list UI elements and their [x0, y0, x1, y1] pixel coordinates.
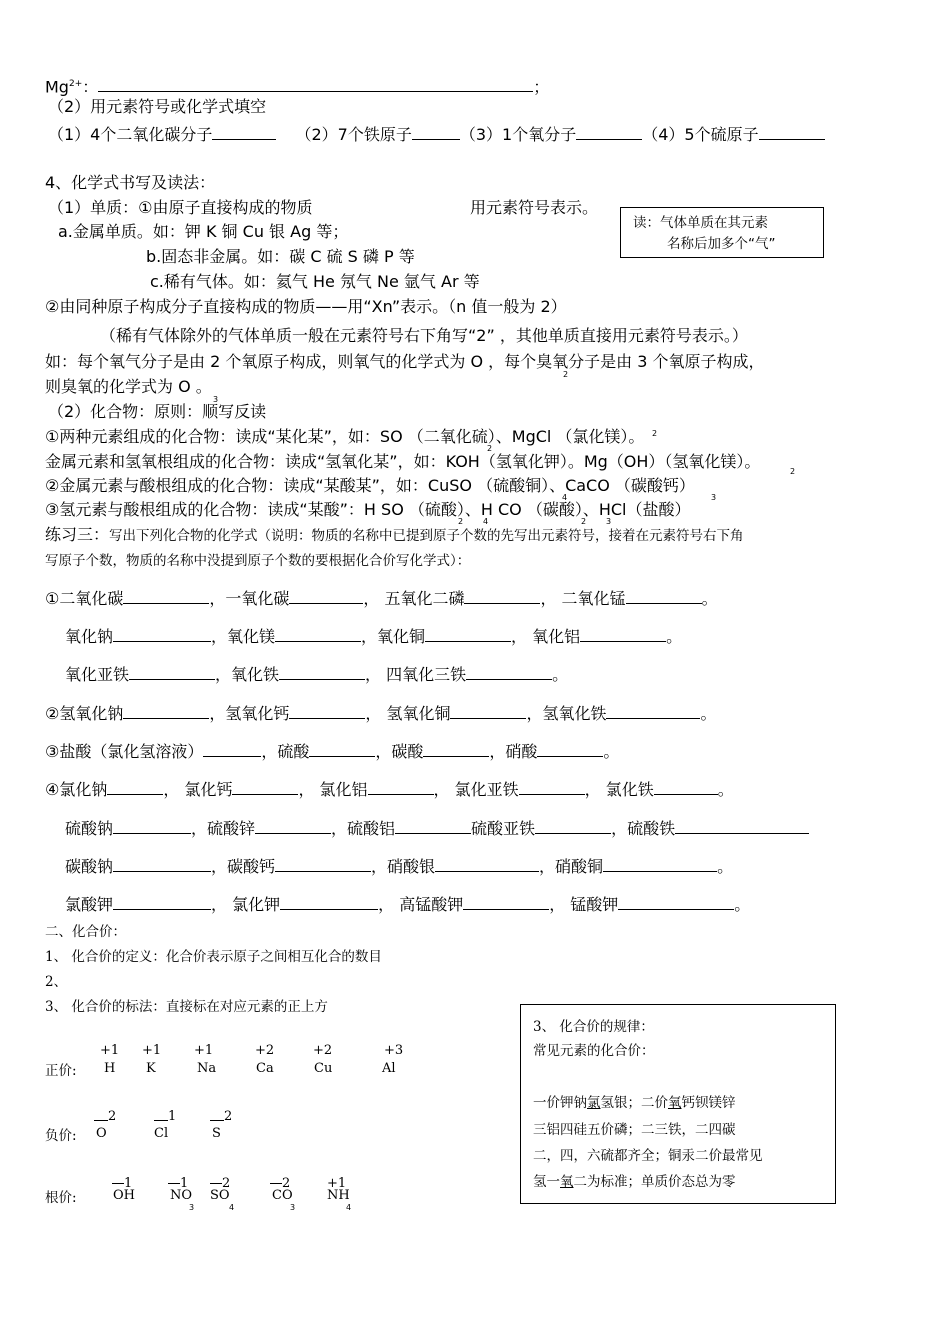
sub-so2: 2 [487, 444, 493, 453]
r2-blank-4[interactable] [580, 625, 666, 642]
r5-blank-1[interactable] [203, 740, 261, 757]
neg-v-s: 2 [210, 1114, 232, 1128]
r2-label-3: ，氧化铜 [361, 627, 426, 646]
sub-h2so4-o: 4 [483, 517, 489, 526]
sec4-l4: c.稀有气体。如：氦气 He 氖气 Ne 氩气 Ar 等 [150, 272, 480, 291]
pos-v-h: +1 [100, 1043, 120, 1058]
r1-label-4: ， 二氧化锰 [540, 589, 626, 608]
r6-blank-1[interactable] [107, 778, 163, 795]
neg-s-cl: Cl [154, 1126, 169, 1141]
sub-h2co3-o: 3 [606, 517, 612, 526]
sec4-l10: ①两种元素组成的化合物：读成“某化某”，如：SO （二氧化硫）、MgCl （氯化镁）。 [45, 427, 645, 446]
r6-label-1: ④氯化钠 [45, 780, 108, 799]
r6-blank-5[interactable] [654, 778, 718, 795]
q2-blank[interactable] [412, 123, 460, 140]
r7-label-1: 硫酸钠 [65, 819, 114, 838]
r9-blank-3[interactable] [463, 893, 549, 910]
r8-blank-1[interactable] [113, 855, 211, 872]
sub-h2co3-h: 2 [581, 517, 587, 526]
read-note-line-1: 读：气体单质在其元素 [633, 215, 768, 231]
rad-sub-co3: 3 [290, 1203, 296, 1212]
r8-end: 。 [717, 857, 734, 876]
sec4-l1b: 用元素符号表示。 [470, 198, 599, 217]
minus-mark [112, 1183, 124, 1184]
rules-title: 3、 化合价的规律： [533, 1019, 654, 1035]
minus-mark [154, 1120, 168, 1121]
mg-label: Mg [45, 77, 69, 97]
r7-label-4: 硫酸亚铁 [471, 819, 536, 838]
sub-o2: 2 [563, 370, 569, 379]
sec4-l9: （2）化合物：原则：顺写反读 [48, 402, 267, 421]
neg-s-o: O [96, 1126, 107, 1141]
r1-blank-2[interactable] [289, 587, 363, 604]
mg-answer-blank[interactable] [98, 75, 533, 92]
r5-label-1: ③盐酸（氯化氢溶液） [45, 742, 204, 761]
sec4-l12: ②金属元素与酸根组成的化合物：读成“某酸某”，如：CuSO （硫酸铜）、CaCO （碳酸钙） [45, 476, 695, 495]
minus-mark [270, 1183, 282, 1184]
r4-label-3: ， 氢氧化铜 [365, 704, 451, 723]
practice-row-3 [65, 663, 568, 685]
read-note-box [620, 207, 824, 258]
pos-v-cu: +2 [313, 1043, 333, 1058]
positive-label: 正价: [45, 1063, 77, 1079]
r4-blank-4[interactable] [606, 702, 700, 719]
r1-label-2: ，一氧化碳 [209, 589, 290, 608]
r3-label-1: 氧化亚铁 [65, 665, 130, 684]
r1-blank-4[interactable] [626, 587, 702, 604]
r6-blank-4[interactable] [519, 778, 585, 795]
r1-end: 。 [701, 589, 718, 608]
minus-mark [168, 1183, 180, 1184]
rule-line-4: 氢一氧二为标准；单质价态总为零 [533, 1174, 736, 1190]
sub-mgcl2: 2 [652, 429, 658, 438]
r3-blank-3[interactable] [466, 663, 552, 680]
practice-note-1: 写出下列化合物的化学式（说明：物质的名称中已提到原子个数的先写出元素符号，接着在元素符号右下角 [109, 528, 744, 544]
neg-v-cl: 1 [154, 1114, 176, 1128]
rule-line-2: 三铝四硅五价磷；二三铁，二四碳 [533, 1122, 736, 1138]
r5-blank-4[interactable] [537, 740, 603, 757]
mg-colon: ： [82, 77, 99, 97]
mg-end: ； [533, 77, 550, 97]
r4-end: 。 [700, 704, 717, 723]
sec4-l6: （稀有气体除外的气体单质一般在元素符号右下角写“2” ，其他单质直接用元素符号表示。） [100, 326, 748, 345]
r2-label-2: ，氧化镁 [211, 627, 276, 646]
practice-row-4 [45, 702, 717, 724]
rad-s-no3: NO [170, 1188, 193, 1203]
practice-row-6 [45, 778, 734, 800]
radical-label: 根价: [45, 1190, 77, 1206]
rad-sub-no3: 3 [189, 1203, 195, 1212]
q1-label: （1）4个二氧化碳分子 [48, 125, 213, 144]
pos-s-al: Al [382, 1061, 396, 1076]
pos-s-h: H [104, 1061, 116, 1076]
r7-label-5: ，硫酸铁 [611, 819, 676, 838]
r2-blank-2[interactable] [275, 625, 361, 642]
q1-blank[interactable] [212, 123, 276, 140]
rad-v-oh: 1 [112, 1177, 132, 1191]
r6-blank-3[interactable] [368, 778, 434, 795]
r2-label-1: 氧化钠 [65, 627, 114, 646]
pos-s-ca: Ca [256, 1061, 274, 1076]
r6-label-2: ， 氯化钙 [163, 780, 233, 799]
r3-label-2: ，氧化铁 [215, 665, 280, 684]
practice-row-7 [65, 817, 809, 839]
minus-mark [210, 1183, 222, 1184]
rule-line-1: 一价钾钠氯氢银；二价氧钙钡镁锌 [533, 1095, 736, 1111]
r8-blank-2[interactable] [275, 855, 371, 872]
r9-end: 。 [734, 895, 751, 914]
practice-row-1 [45, 587, 718, 609]
neg-v-o: 2 [94, 1114, 116, 1128]
sec4-l1a: （1）单质：①由原子直接构成的物质 [48, 198, 313, 217]
practice-note-2: 写原子个数，物质的名称中没提到原子个数的要根据化合价写化学式）： [45, 553, 471, 569]
rad-s-so4: SO [210, 1188, 230, 1203]
r8-label-1: 碳酸钠 [65, 857, 114, 876]
r5-blank-2[interactable] [309, 740, 375, 757]
r6-label-3: ， 氯化铝 [298, 780, 368, 799]
r5-label-4: ，硝酸 [489, 742, 538, 761]
pos-v-k: +1 [142, 1043, 162, 1058]
r3-blank-2[interactable] [279, 663, 365, 680]
practice-row-8 [65, 855, 733, 877]
valence-mark: 3、 化合价的标法：直接标在对应元素的正上方 [45, 999, 328, 1015]
rad-s-nh4: NH [327, 1188, 350, 1203]
r8-label-4: ，硝酸铜 [539, 857, 604, 876]
sec4-l5: ②由同种原子构成分子直接构成的物质——用“Xn”表示。（n 值一般为 2） [45, 297, 567, 316]
q4-blank[interactable] [759, 123, 825, 140]
r3-end: 。 [552, 665, 569, 684]
r4-blank-3[interactable] [450, 702, 526, 719]
r9-blank-2[interactable] [280, 893, 378, 910]
minus-mark [94, 1120, 108, 1121]
r2-blank-3[interactable] [425, 625, 511, 642]
sec4-l3: b.固态非金属。如：碳 C 硫 S 磷 P 等 [146, 247, 415, 266]
sub-h2so4-h: 2 [458, 517, 464, 526]
pos-s-k: K [146, 1061, 156, 1076]
r7-label-2: ，硫酸锌 [191, 819, 256, 838]
rad-s-oh: OH [113, 1188, 135, 1203]
r8-blank-3[interactable] [435, 855, 539, 872]
valence-def: 1、 化合价的定义：化合价表示原子之间相互化合的数目 [45, 949, 382, 965]
sec4-title: 4、化学式书写及读法： [45, 173, 216, 192]
valence-title: 二、化合价： [45, 924, 126, 940]
practice-title: 练习三： [45, 525, 110, 544]
rad-sub-so4: 4 [229, 1203, 235, 1212]
sub-cuso4: 4 [562, 493, 568, 502]
fill-row-1 [48, 123, 825, 145]
pos-s-na: Na [197, 1061, 217, 1076]
rad-v-nh4: +1 [327, 1176, 347, 1191]
sub-caco3: 3 [711, 493, 717, 502]
r4-label-4: ，氢氧化铁 [526, 704, 607, 723]
r1-blank-1[interactable] [123, 587, 209, 604]
r6-blank-2[interactable] [232, 778, 298, 795]
valence-2: 2、 [45, 974, 68, 990]
r9-label-2: ， 氯化钾 [211, 895, 281, 914]
r5-label-3: ，碳酸 [375, 742, 424, 761]
sec4-l2: a.金属单质。如：钾 K 铜 Cu 银 Ag 等； [58, 222, 349, 241]
r9-label-1: 氯酸钾 [65, 895, 114, 914]
read-note-line-2: 名称后加多个“气” [667, 236, 776, 252]
minus-mark [210, 1120, 224, 1121]
r7-blank-2[interactable] [255, 817, 331, 834]
r9-label-3: ， 高锰酸钾 [378, 895, 464, 914]
r2-label-4: ， 氧化铝 [511, 627, 581, 646]
mg-ion-line [45, 74, 549, 97]
sec4-l8: 则臭氧的化学式为 O 。 [45, 377, 212, 396]
r7-blank-5[interactable] [675, 817, 809, 834]
r1-label-3: ， 五氧化二磷 [363, 589, 465, 608]
r7-label-3: ，硫酸铝 [331, 819, 396, 838]
rad-sub-nh4: 4 [346, 1203, 352, 1212]
r6-label-5: ， 氯化铁 [584, 780, 654, 799]
r4-blank-2[interactable] [289, 702, 365, 719]
r8-label-3: ，硝酸银 [371, 857, 436, 876]
pos-v-ca: +2 [255, 1043, 275, 1058]
r1-blank-3[interactable] [464, 587, 540, 604]
r5-blank-3[interactable] [423, 740, 489, 757]
r6-label-4: ， 氯化亚铁 [433, 780, 519, 799]
underlined-chlorine: 氯 [587, 1095, 601, 1111]
practice-row-9 [65, 893, 750, 915]
r5-end: 。 [603, 742, 620, 761]
r2-blank-1[interactable] [113, 625, 211, 642]
r3-label-3: ， 四氧化三铁 [365, 665, 467, 684]
underlined-oxygen: 氧 [668, 1095, 682, 1111]
q2-label: （2）7个铁原子 [295, 125, 412, 144]
rad-v-co3: 2 [270, 1177, 290, 1191]
practice-line-1 [45, 525, 744, 546]
sec4-l11: 金属元素和氢氧根组成的化合物：读成“氢氧化某”，如：KOH（氢氧化钾）。Mg（OH）（氢氧化镁）。 [45, 452, 761, 471]
q4-label: （4）5个硫原子 [642, 125, 759, 144]
r5-label-2: ，硫酸 [261, 742, 310, 761]
r7-blank-4[interactable] [535, 817, 611, 834]
r6-end: 。 [717, 780, 734, 799]
r7-blank-3[interactable] [395, 817, 471, 834]
r4-label-2: ，氢氧化钙 [209, 704, 290, 723]
rad-v-no3: 1 [168, 1177, 188, 1191]
rad-s-co3: CO [272, 1188, 293, 1203]
r3-blank-1[interactable] [129, 663, 215, 680]
pos-v-al: +3 [384, 1043, 404, 1058]
r9-blank-4[interactable] [618, 893, 734, 910]
q3-blank[interactable] [576, 123, 642, 140]
negative-label: 负价: [45, 1128, 77, 1144]
r2-end: 。 [666, 627, 683, 646]
r4-blank-1[interactable] [123, 702, 209, 719]
sub-mgoh2: 2 [790, 467, 796, 476]
r8-label-2: ，碳酸钙 [211, 857, 276, 876]
pos-v-na: +1 [194, 1043, 214, 1058]
underlined-oxygen-2: 氧 [560, 1174, 574, 1190]
practice-row-5 [45, 740, 619, 762]
r1-label-1: ①二氧化碳 [45, 589, 124, 608]
r4-label-1: ②氢氧化钠 [45, 704, 124, 723]
sub-o3: 3 [213, 395, 219, 404]
practice-row-2 [65, 625, 682, 647]
rules-subtitle: 常见元素的化合价： [533, 1043, 655, 1059]
sec4-l13: ③氢元素与酸根组成的化合物：读成“某酸”：H SO （硫酸）、H CO （碳酸）、HCl（盐酸） [45, 500, 691, 519]
section-2-title: （2）用元素符号或化学式填空 [48, 97, 267, 116]
r9-blank-1[interactable] [113, 893, 211, 910]
sec4-l7: 如：每个氧气分子是由 2 个氧原子构成，则氧气的化学式为 O ，每个臭氧分子是由 3 个氧原子构成， [45, 352, 765, 371]
neg-s-s: S [212, 1126, 221, 1141]
q3-label: （3）1个氧分子 [459, 125, 577, 144]
valence-rules-box [520, 1004, 836, 1204]
mg-charge: 2+ [68, 79, 83, 89]
rule-line-3: 二，四，六硫都齐全；铜汞二价最常见 [533, 1148, 763, 1164]
rad-v-so4: 2 [210, 1177, 230, 1191]
r9-label-4: ， 锰酸钾 [549, 895, 619, 914]
pos-s-cu: Cu [314, 1061, 333, 1076]
r8-blank-4[interactable] [603, 855, 717, 872]
r7-blank-1[interactable] [113, 817, 191, 834]
